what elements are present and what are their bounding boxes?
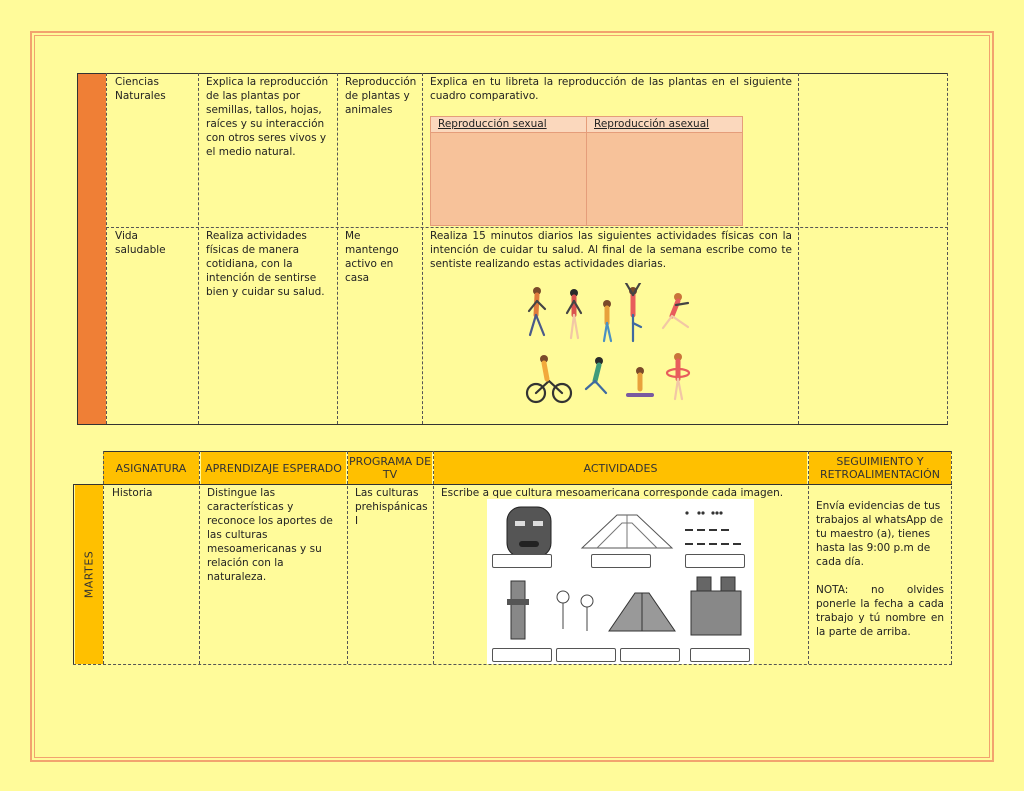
answer-box-6[interactable]	[620, 648, 680, 662]
warriors-icon	[547, 587, 605, 645]
answer-box-3[interactable]	[685, 554, 745, 568]
day-label: MARTES	[82, 550, 96, 598]
top-table-color-band	[77, 73, 106, 424]
comparison-table	[430, 116, 743, 226]
exercise-illustration	[520, 283, 700, 405]
subject-vida: Vida saludable	[115, 230, 166, 256]
templo-mayor-icon	[687, 571, 745, 637]
header-programa: PROGRAMA DE TV	[348, 452, 432, 484]
program-historia: Las culturas prehispánicas I	[355, 487, 428, 527]
answer-box-4[interactable]	[492, 648, 552, 662]
maya-numerals-icon	[683, 503, 749, 549]
comparison-header-asexual: Reproducción asexual	[587, 117, 742, 133]
learning-vida: Realiza actividades físicas de manera cotidiana, con la intención de sentirse bien y cuidar su salud.	[206, 230, 325, 298]
answer-box-5[interactable]	[556, 648, 616, 662]
comparison-header-sexual: Reproducción sexual	[431, 117, 587, 133]
header-aprendizaje: APRENDIZAJE ESPERADO	[201, 452, 346, 484]
mesoamerican-images-panel	[487, 499, 754, 664]
pyramid-sketch-icon	[577, 503, 677, 553]
program-vida: Me mantengo activo en casa	[345, 230, 399, 284]
activity-vida: Realiza 15 minutos diarios las siguientes actividades físicas con la intención de cuidar tu salud. Al final de la semana escribe como te sentiste realizando estas actividades diarias.	[430, 230, 792, 270]
subject-ciencias: Ciencias Naturales	[115, 76, 166, 102]
followup-historia-2: NOTA: no olvides ponerle la fecha a cada trabajo y tú nombre en la parte de arriba.	[816, 584, 944, 638]
program-ciencias: Reproducción de plantas y animales	[345, 76, 417, 116]
header-seguimiento: SEGUIMIENTO Y RETROALIMENTACIÓN	[809, 452, 951, 484]
answer-box-1[interactable]	[492, 554, 552, 568]
learning-historia: Distingue las características y reconoce los aportes de las culturas mesoamericanas y su relación con la naturaleza.	[207, 487, 333, 583]
answer-box-7[interactable]	[690, 648, 750, 662]
subject-historia: Historia	[112, 487, 153, 499]
followup-historia-1: Envía evidencias de tus trabajos al whatsApp de tu maestro (a), tienes hasta las 9:00 p.m de cada día.	[816, 500, 944, 568]
activity-ciencias: Explica en tu libreta la reproducción de las plantas en el siguiente cuadro comparativo.	[430, 76, 792, 102]
header-asignatura: ASIGNATURA	[103, 452, 199, 484]
answer-box-2[interactable]	[591, 554, 651, 568]
learning-ciencias: Explica la reproducción de las plantas por semillas, tallos, hojas, raíces y su interacción con otros seres vivos y el medio natural.	[206, 76, 329, 158]
olmec-head-icon	[503, 503, 555, 561]
pyramid-sun-icon	[607, 585, 677, 635]
activity-historia: Escribe a que cultura mesoamericana corresponde cada imagen.	[441, 487, 784, 499]
totem-icon	[503, 579, 533, 641]
comparison-divider	[586, 117, 587, 225]
header-actividades: ACTIVIDADES	[434, 452, 807, 484]
